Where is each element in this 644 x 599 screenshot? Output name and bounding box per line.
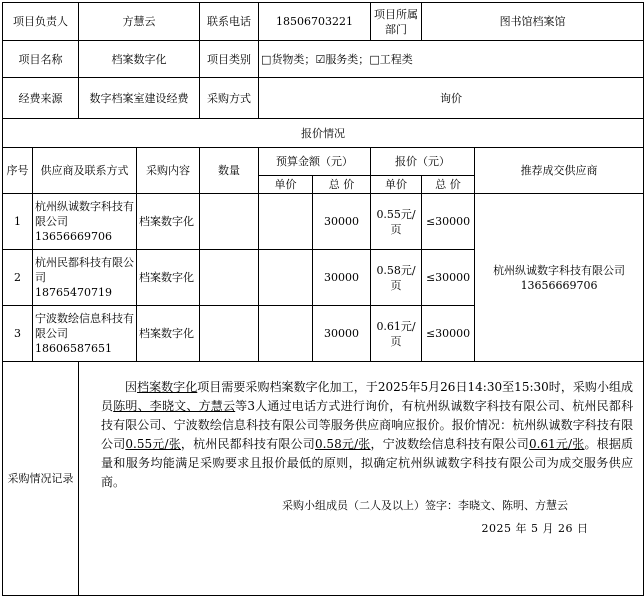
qty-cell: [200, 194, 259, 250]
supplier-cell: [33, 306, 137, 362]
supplier-phone: 13656669706: [35, 230, 112, 243]
content-cell: 档案数字化: [137, 306, 200, 362]
price-underlined-2: 0.58元/张: [314, 437, 371, 451]
budget-total-cell: 30000: [313, 250, 371, 306]
col-header-price-unit: 单价: [371, 176, 422, 194]
type-option-goods[interactable]: □ 货物类；: [261, 53, 315, 66]
procurement-record-form: [2, 2, 644, 596]
project-type-label: 项目类别: [200, 41, 259, 78]
price-total-cell: ≤30000: [422, 194, 475, 250]
phone-label: 联系电话: [200, 3, 259, 41]
col-header-price-total: 总 价: [422, 176, 475, 194]
price-unit-cell: 0.58元/页: [371, 250, 422, 306]
supplier-cell: [33, 250, 137, 306]
col-header-budget-unit: 单价: [259, 176, 313, 194]
col-header-qty: 数量: [200, 148, 259, 194]
budget-unit-cell: [259, 250, 313, 306]
qty-cell: [200, 306, 259, 362]
row-column-headers: [3, 148, 644, 176]
fund-label: 经费来源: [3, 78, 79, 119]
row-funding: [3, 78, 644, 119]
budget-total-cell: 30000: [313, 194, 371, 250]
recommended-supplier-cell: [475, 194, 644, 362]
supplier-cell: [33, 194, 137, 250]
row-quote-title: [3, 119, 644, 148]
row-no: 1: [3, 194, 33, 250]
budget-total-cell: 30000: [313, 306, 371, 362]
record-paragraph: 因档案数字化项目需要采购档案数字化加工，于2025年5月26日14:30至15:30时，采购小组成员陈明、李晓文、方慧云等3人通过电话方式进行询价，有杭州纵诚数字科技有限公司、杭州民都科技有限公司、宁波数绘信息科技有限公司等服务供应商响应报价。报价情况：杭州纵诚数字科技有限公司0.55元/张，杭州民都科技有限公司0.58元/张，宁波数绘信息科技有限公司0.61元/张。根据质量和服务均能满足采购要求且报价最低的原则，拟确定杭州纵诚数字科技有限公司为成交服务供应商。: [101, 380, 634, 489]
row-leader: [3, 3, 644, 41]
project-name-underlined: 档案数字化: [137, 380, 198, 394]
col-header-budget: 预算金额（元）: [259, 148, 371, 176]
quote-section-title: 报价情况: [3, 119, 644, 148]
row-no: 3: [3, 306, 33, 362]
type-option-service[interactable]: ☑ 服务类；: [315, 53, 369, 66]
content-cell: 档案数字化: [137, 250, 200, 306]
table-row: [3, 194, 644, 250]
leader-label: 项目负责人: [3, 3, 79, 41]
col-header-no: 序号: [3, 148, 33, 194]
project-type-options: [259, 41, 644, 78]
record-label: 采购情况记录: [3, 362, 79, 596]
dept-value: 图书馆档案馆: [422, 3, 644, 41]
row-record: [3, 362, 644, 596]
supplier-name: 杭州民都科技有限公司: [35, 256, 134, 284]
recommended-supplier-phone: 13656669706: [520, 278, 598, 292]
supplier-name: 杭州纵诚数字科技有限公司: [35, 200, 134, 228]
budget-unit-cell: [259, 306, 313, 362]
dept-label: 项目所属部门: [371, 3, 422, 41]
type-option-engineering[interactable]: □ 工程类: [369, 53, 412, 66]
phone-value: 18506703221: [259, 3, 371, 41]
col-header-price: 报价（元）: [371, 148, 475, 176]
project-name-value: 档案数字化: [79, 41, 200, 78]
signature-line: 采购小组成员（二人及以上）签字：李晓文、陈明、方慧云: [282, 499, 569, 512]
members-underlined: 陈明、李晓文、方慧云: [113, 399, 236, 413]
project-name-label: 项目名称: [3, 41, 79, 78]
qty-cell: [200, 250, 259, 306]
record-date: 2025 年 5 月 26 日: [481, 522, 589, 535]
price-total-cell: ≤30000: [422, 250, 475, 306]
supplier-name: 宁波数绘信息科技有限公司: [35, 312, 134, 340]
supplier-phone: 18606587651: [35, 342, 112, 355]
method-value: 询价: [259, 78, 644, 119]
fund-value: 数字档案室建设经费: [79, 78, 200, 119]
col-header-content: 采购内容: [137, 148, 200, 194]
supplier-phone: 18765470719: [35, 286, 112, 299]
price-underlined-3: 0.61元/张: [528, 437, 585, 451]
method-label: 采购方式: [200, 78, 259, 119]
record-body: [79, 362, 644, 596]
col-header-supplier: 供应商及联系方式: [33, 148, 137, 194]
leader-value: 方慧云: [79, 3, 200, 41]
col-header-budget-total: 总 价: [313, 176, 371, 194]
row-project: [3, 41, 644, 78]
recommended-supplier-name: 杭州纵诚数字科技有限公司: [493, 263, 626, 277]
content-cell: 档案数字化: [137, 194, 200, 250]
budget-unit-cell: [259, 194, 313, 250]
price-underlined-1: 0.55元/张: [125, 437, 181, 451]
col-header-recommend: 推荐成交供应商: [475, 148, 644, 194]
row-no: 2: [3, 250, 33, 306]
price-total-cell: ≤30000: [422, 306, 475, 362]
price-unit-cell: 0.61元/页: [371, 306, 422, 362]
price-unit-cell: 0.55元/页: [371, 194, 422, 250]
